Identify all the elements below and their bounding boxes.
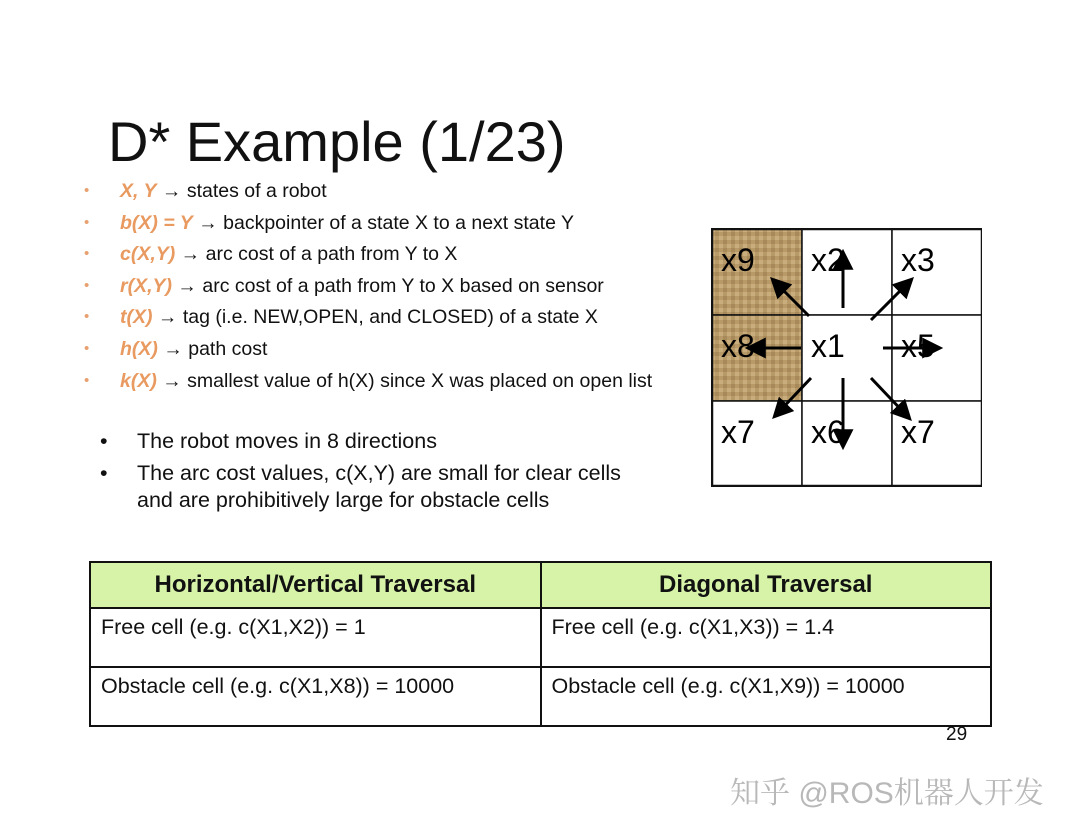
cell-label: x7 — [901, 414, 935, 450]
definition-text: → tag (i.e. NEW,OPEN, and CLOSED) of a state X — [152, 306, 598, 329]
definition-item — [84, 368, 684, 394]
table-cell: Free cell (e.g. c(X1,X2)) = 1 — [90, 608, 541, 667]
cell-label: x3 — [901, 242, 935, 278]
table-header: Diagonal Traversal — [541, 562, 992, 608]
definition-text: → states of a robot — [156, 180, 327, 202]
cell-label: x7 — [721, 414, 755, 450]
definition-term: k(X) — [120, 369, 157, 392]
cell-label: x9 — [721, 242, 755, 278]
definition-term: t(X) — [120, 306, 153, 329]
table-row — [90, 667, 991, 726]
page-number: 29 — [946, 724, 968, 745]
definition-text: → backpointer of a state X to a next state Y — [192, 211, 574, 234]
table-header: Horizontal/Vertical Traversal — [90, 562, 541, 608]
cell-label: x8 — [721, 328, 755, 364]
cell-label: x2 — [811, 242, 845, 278]
definition-list — [84, 178, 684, 399]
definition-text: → path cost — [157, 337, 268, 360]
table-header-row — [90, 562, 991, 608]
definition-text: → arc cost of a path from Y to X — [175, 243, 458, 266]
definition-item — [84, 178, 684, 204]
definition-term: c(X,Y) — [120, 243, 176, 266]
bullet-text: The robot moves in 8 directions — [137, 429, 437, 453]
grid-svg — [711, 228, 982, 487]
bullet-dot: • — [84, 182, 90, 199]
bullet-item — [100, 460, 660, 513]
cost-table — [89, 561, 992, 727]
bullet-list — [100, 428, 660, 519]
table-cell: Free cell (e.g. c(X1,X3)) = 1.4 — [541, 608, 992, 667]
cell-label: x1 — [811, 328, 845, 364]
bullet-item — [100, 428, 660, 455]
bullet-dot: • — [84, 245, 90, 263]
bullet-text: The arc cost values, c(X,Y) are small for clear cells and are prohibitively large for obstacle cells — [137, 461, 621, 512]
definition-text: → smallest value of h(X) since X was placed on open list — [156, 369, 653, 392]
definition-item — [84, 336, 684, 362]
definition-item — [84, 210, 684, 236]
definition-item — [84, 304, 684, 330]
table-row — [90, 608, 991, 667]
definition-text: → arc cost of a path from Y to X based on sensor — [172, 274, 604, 297]
bullet-dot: • — [84, 308, 90, 326]
cell-label: x6 — [811, 414, 845, 450]
bullet-dot: • — [84, 276, 90, 294]
bullet-dot: • — [100, 461, 108, 485]
definition-item — [84, 273, 684, 299]
bullet-dot: • — [84, 339, 90, 357]
bullet-dot: • — [100, 429, 108, 453]
table-cell: Obstacle cell (e.g. c(X1,X8)) = 10000 — [90, 667, 541, 726]
watermark: 知乎 @ROS机器人开发 — [730, 777, 1044, 810]
grid-diagram — [711, 228, 982, 487]
definition-item — [84, 241, 684, 267]
definition-term: b(X) = Y — [120, 211, 193, 234]
bullet-dot: • — [84, 213, 90, 231]
bullet-dot: • — [84, 371, 90, 389]
table-cell: Obstacle cell (e.g. c(X1,X9)) = 10000 — [541, 667, 992, 726]
definition-term: h(X) — [120, 337, 158, 360]
definition-term: r(X,Y) — [120, 274, 173, 297]
cell-label: x5 — [901, 328, 935, 364]
definition-term: X, Y — [120, 180, 157, 202]
slide-title: D* Example (1/23) — [108, 110, 566, 173]
